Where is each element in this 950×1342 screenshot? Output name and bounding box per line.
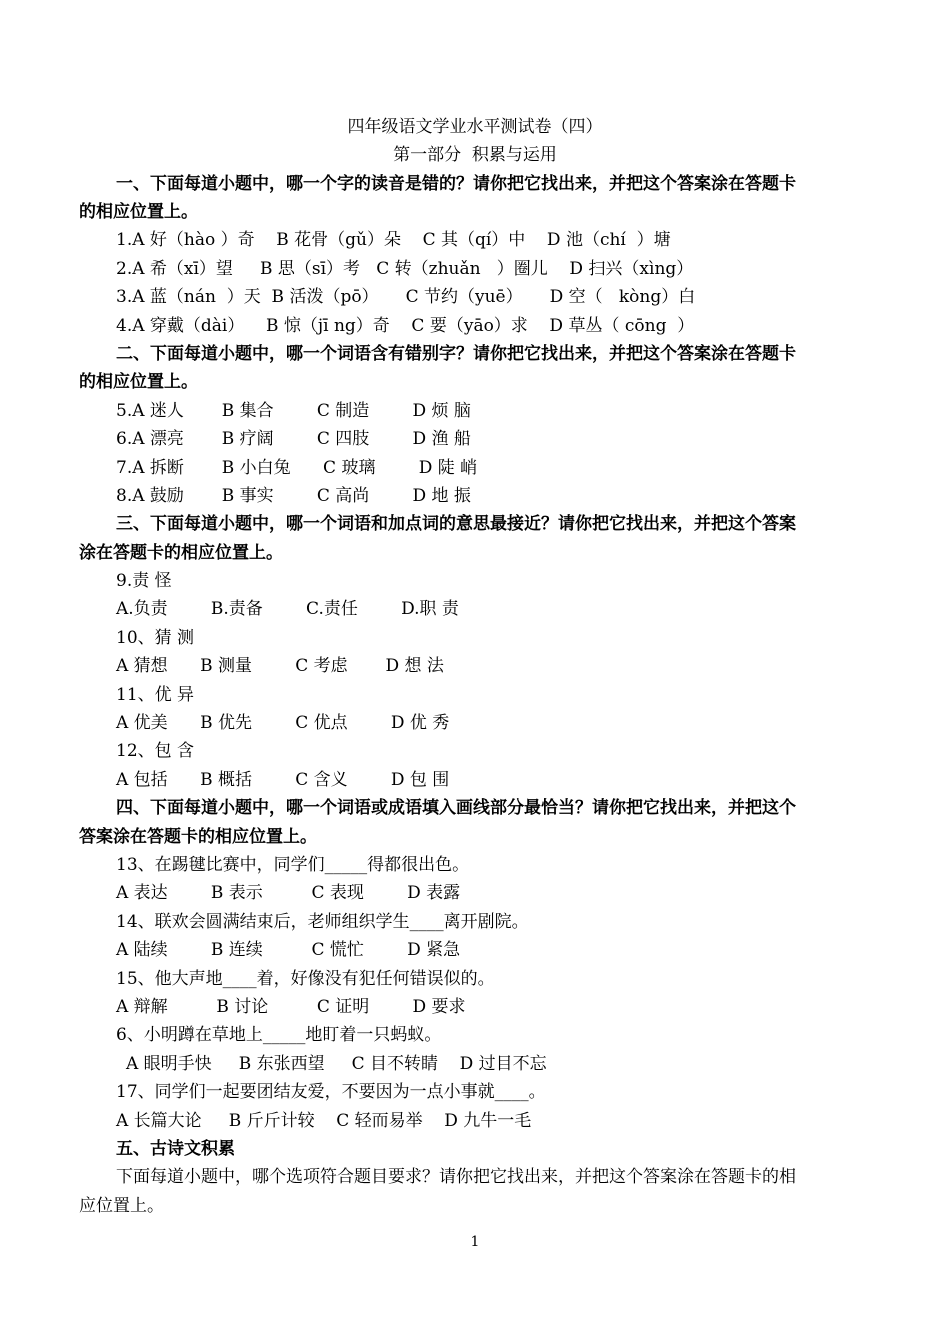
question-10-prompt: 10、猜 测 xyxy=(116,628,195,648)
question-5: 5.A 迷人 B 集合 C 制造 D 烦 脑 xyxy=(116,401,471,421)
question-3: 3.A 蓝（nán ）天 B 活泼（pō） C 节约（yuē） D 空（ kòng）白 xyxy=(116,287,696,307)
section-five-instruction-cont: 应位置上。 xyxy=(79,1196,164,1216)
question-17-prompt: 17、同学们一起要团结友爱，不要因为一点小事就____。 xyxy=(116,1082,546,1102)
question-14-options: A 陆续 B 连续 C 慌忙 D 紧急 xyxy=(116,940,461,960)
page-number: 1 xyxy=(470,1234,480,1250)
question-17-options: A 长篇大论 B 斤斤计较 C 轻而易举 D 九牛一毛 xyxy=(116,1111,532,1131)
question-15-prompt: 15、他大声地____着，好像没有犯任何错误似的。 xyxy=(116,969,495,989)
question-7: 7.A 拆断 B 小白兔 C 玻璃 D 陡 峭 xyxy=(116,458,478,478)
question-16-prompt: 6、小明蹲在草地上_____地盯着一只蚂蚁。 xyxy=(116,1025,442,1045)
section-three-instruction: 三、下面每道小题中，哪一个词语和加点词的意思最接近？请你把它找出来，并把这个答案 xyxy=(116,514,796,534)
section-three-instruction-cont: 涂在答题卡的相应位置上。 xyxy=(79,543,283,563)
section-one-instruction-cont: 的相应位置上。 xyxy=(79,202,198,222)
question-12-prompt: 12、包 含 xyxy=(116,741,195,761)
question-13-options: A 表达 B 表示 C 表现 D 表露 xyxy=(116,883,461,903)
question-16-options: A 眼明手快 B 东张西望 C 目不转睛 D 过目不忘 xyxy=(126,1054,547,1074)
question-6: 6.A 漂亮 B 疗阔 C 四肢 D 渔 船 xyxy=(116,429,471,449)
question-8: 8.A 鼓励 B 事实 C 高尚 D 地 振 xyxy=(116,486,471,506)
section-heading-part-one: 第一部分 积累与运用 xyxy=(393,145,557,165)
question-9-prompt: 9.责 怪 xyxy=(116,571,172,591)
question-10-options: A 猜想 B 测量 C 考虑 D 想 法 xyxy=(116,656,444,676)
section-four-instruction-cont: 答案涂在答题卡的相应位置上。 xyxy=(79,827,317,847)
page-title: 四年级语文学业水平测试卷（四） xyxy=(347,117,603,137)
question-11-prompt: 11、优 异 xyxy=(116,685,195,705)
section-five-heading: 五、古诗文积累 xyxy=(116,1139,235,1159)
question-2: 2.A 希（xī）望 B 思（sī）考 C 转（zhuǎn ）圈儿 D 扫兴（xìng） xyxy=(116,259,694,279)
question-15-options: A 辩解 B 讨论 C 证明 D 要求 xyxy=(116,997,466,1017)
section-four-instruction: 四、下面每道小题中，哪一个词语或成语填入画线部分最恰当？请你把它找出来，并把这个 xyxy=(116,798,796,818)
question-11-options: A 优美 B 优先 C 优点 D 优 秀 xyxy=(116,713,450,733)
question-4: 4.A 穿戴（dài） B 惊（jī ng）奇 C 要（yāo）求 D 草丛（ cōng ） xyxy=(116,316,695,336)
question-1: 1.A 好（hào ）奇 B 花骨（gǔ）朵 C 其（qí）中 D 池（chí ）塘 xyxy=(116,230,671,250)
section-two-instruction: 二、下面每道小题中，哪一个词语含有错别字？请你把它找出来，并把这个答案涂在答题卡 xyxy=(116,344,796,364)
section-one-instruction: 一、下面每道小题中，哪一个字的读音是错的？请你把它找出来，并把这个答案涂在答题卡 xyxy=(116,174,796,194)
question-9-options: A.负责 B.责备 C.责任 D.职 责 xyxy=(116,599,459,619)
question-14-prompt: 14、联欢会圆满结束后，老师组织学生____离开剧院。 xyxy=(116,912,529,932)
section-two-instruction-cont: 的相应位置上。 xyxy=(79,372,198,392)
question-13-prompt: 13、在踢毽比赛中，同学们_____得都很出色。 xyxy=(116,855,470,875)
question-12-options: A 包括 B 概括 C 含义 D 包 围 xyxy=(116,770,450,790)
section-five-instruction: 下面每道小题中，哪个选项符合题目要求？请你把它找出来，并把这个答案涂在答题卡的相 xyxy=(116,1167,796,1187)
